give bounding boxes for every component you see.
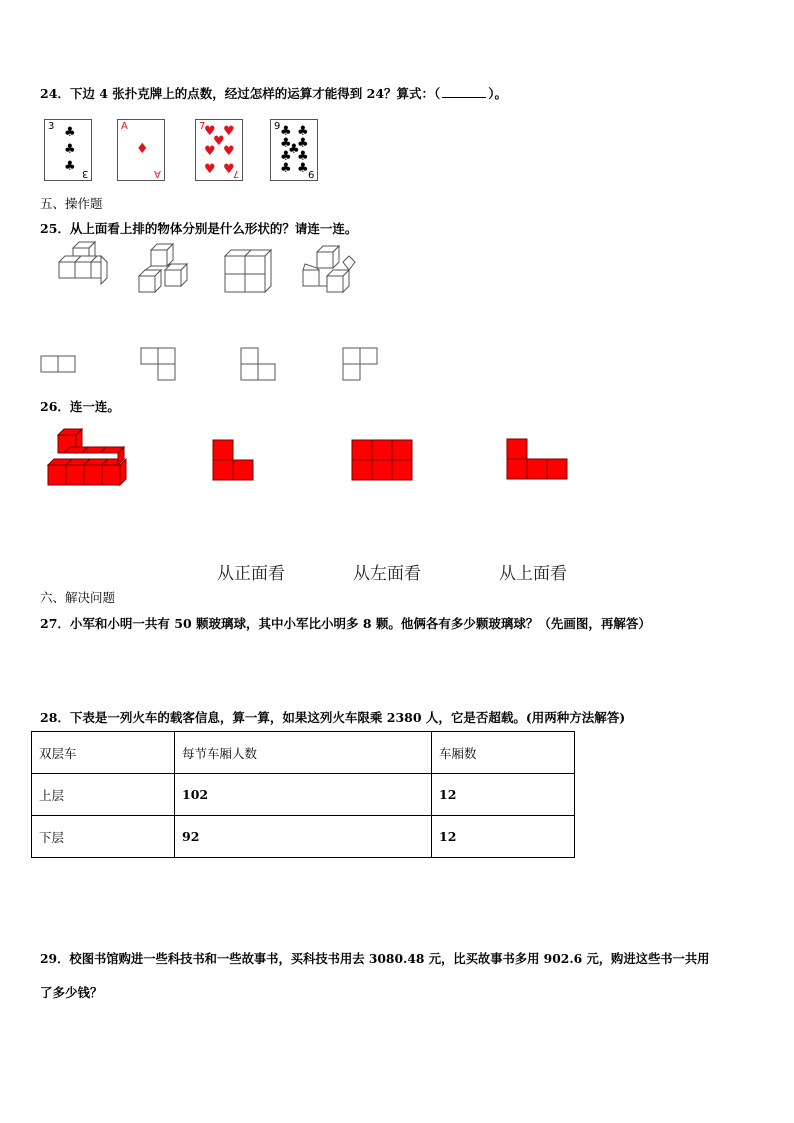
club-icon: ♣ — [280, 136, 292, 151]
club-icon: ♣ — [297, 136, 309, 151]
club-icon: ♣ — [64, 159, 76, 174]
question-24-text: 24．下边 4 张扑克牌上的点数，经过怎样的运算才能得到 24？算式：（ — [40, 86, 441, 101]
card-rank-inverted: A — [154, 168, 161, 179]
section-5-title: 五、操作题 — [40, 196, 103, 211]
train-passenger-table — [31, 731, 575, 858]
table-header-cell: 双层车 — [32, 732, 175, 774]
block-figure-3 — [225, 250, 271, 292]
question-26-text: 26．连一连。 — [40, 399, 120, 414]
table-cell: 12 — [432, 816, 575, 858]
q25-top-view-shapes — [38, 345, 383, 385]
top-view-shape-4 — [343, 348, 377, 380]
answer-blank[interactable] — [442, 86, 486, 98]
block-figure-2 — [139, 244, 187, 292]
table-cell: 上层 — [32, 774, 175, 816]
red-cube-structure — [48, 429, 126, 485]
question-27-text: 27．小军和小明一共有 50 颗玻璃球，其中小军比小明多 8 颗。他俩各有多少颗玻璃球？（先画图，再解答） — [40, 616, 651, 631]
view-label-left: 从左面看 — [353, 564, 421, 584]
heart-icon: ♥ — [204, 144, 216, 159]
card-rank: 9 — [274, 121, 281, 132]
block-figure-4 — [303, 246, 355, 292]
table-cell: 102 — [175, 774, 432, 816]
heart-icon: ♥ — [223, 124, 235, 139]
playing-card-a-diamonds — [117, 119, 165, 181]
card-rank: A — [121, 121, 128, 132]
heart-icon: ♥ — [223, 144, 235, 159]
card-rank-inverted: 3 — [81, 168, 88, 179]
heart-icon: ♥ — [213, 134, 225, 149]
section-6-title: 六、解决问题 — [40, 590, 116, 605]
table-row — [32, 816, 575, 858]
q26-figures — [44, 425, 574, 487]
top-view-shape-3 — [241, 348, 275, 380]
table-header-row — [32, 732, 575, 774]
club-icon: ♣ — [280, 161, 292, 176]
table-cell: 92 — [175, 816, 432, 858]
heart-icon: ♥ — [204, 162, 216, 177]
playing-card-9-clubs — [270, 119, 318, 181]
table-cell: 12 — [432, 774, 575, 816]
top-view-shape-1 — [41, 356, 75, 372]
playing-card-3-clubs — [44, 119, 92, 181]
question-25-text: 25．从上面看上排的物体分别是什么形状的？请连一连。 — [40, 221, 358, 236]
club-icon: ♣ — [297, 124, 309, 139]
playing-card-7-hearts — [195, 119, 243, 181]
table-row — [32, 774, 575, 816]
card-rank-inverted: 9 — [307, 168, 314, 179]
table-header-cell: 车厢数 — [432, 732, 575, 774]
top-view-shape-2 — [141, 348, 175, 380]
card-rank: 7 — [199, 121, 206, 132]
club-icon: ♣ — [297, 149, 309, 164]
q25-block-figures — [55, 238, 375, 303]
club-icon: ♣ — [64, 142, 76, 157]
club-icon: ♣ — [288, 142, 300, 157]
table-cell: 下层 — [32, 816, 175, 858]
diamond-icon: ♦ — [136, 141, 149, 157]
question-24 — [40, 84, 507, 102]
club-icon: ♣ — [297, 161, 309, 176]
card-rank-inverted: 7 — [232, 168, 239, 179]
club-icon: ♣ — [64, 125, 76, 140]
question-28-text: 28．下表是一列火车的载客信息，算一算，如果这列火车限乘 2380 人，它是否超载。(用两种方法解答) — [40, 710, 626, 725]
question-29-line-1: 29．校图书馆购进一些科技书和一些故事书，买科技书用去 3080.48 元，比买故事书多用 902.6 元，购进这些书一共用 — [40, 951, 710, 966]
red-view-shape-1 — [213, 440, 253, 480]
card-rank: 3 — [48, 121, 55, 132]
view-label-top: 从上面看 — [499, 564, 567, 584]
red-view-shape-2 — [352, 440, 412, 480]
heart-icon: ♥ — [204, 124, 216, 139]
club-icon: ♣ — [280, 149, 292, 164]
club-icon: ♣ — [280, 124, 292, 139]
block-figure-1 — [59, 242, 107, 284]
red-view-shape-3 — [507, 439, 567, 479]
question-24-closing: ）。 — [488, 86, 508, 101]
table-header-cell: 每节车厢人数 — [175, 732, 432, 774]
heart-icon: ♥ — [223, 162, 235, 177]
question-29-line-2: 了多少钱？ — [40, 985, 103, 1000]
view-label-front: 从正面看 — [217, 564, 285, 584]
